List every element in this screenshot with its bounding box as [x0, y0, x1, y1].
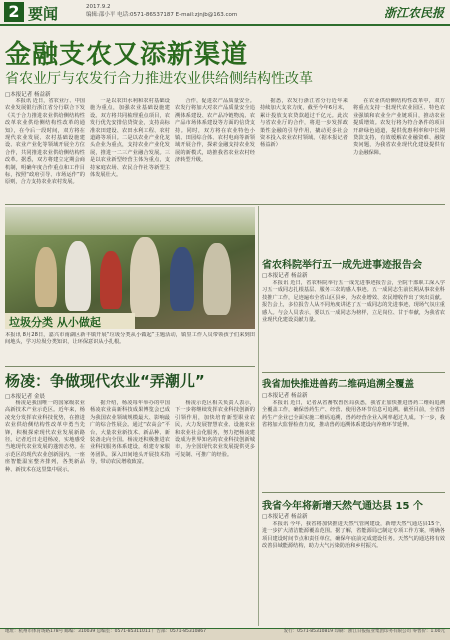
photo-figure — [130, 237, 160, 317]
right-1-headline: 省农科院举行五一成先进事迹报告会 — [262, 260, 422, 271]
lead-col-5: 在农业供给侧结构性改革中，双方将重点支持一批现代农业园区、特色农业强镇和农业全产业链项目，推动农业提质增效。农发行将为符合条件的项目开辟绿色通道，提供优惠利率和中长期贷款支持，有效缓解农业融资难、融资贵问题，为我省农业现代化建设提供有力金融保障。 — [353, 98, 445, 156]
divider — [5, 204, 445, 205]
news-photo — [5, 207, 255, 329]
mid-col-3: 杨凌示范区相关负责人表示，下一步将继续发挥农业科技创新的引领作用，加快培育新型职业农民，大力发展智慧农业、设施农业和农业社会化服务，努力把杨凌建设成为世界知名的农业科技创新城市，为全国现代农业发展提供更多可复制、可推广的经验。 — [175, 400, 255, 458]
lead-col-1: 本报讯 近日，省农业厅、中国农业发展银行浙江省分行联合下发《关于合力推进农业供给侧结构性改革农业供给侧结构性改革的通知》，在今后一段时间，双方将在现代农业发展、农村基础设施建设、农业产业化等领域开展全方位合作，共同推进农业供给侧结构性改革。据悉，双方将建立定期会商机制，明确年度合作重点和工作目标，按照“政府引导、市场运作”的原则，合力支持农业农村发展。 — [5, 98, 85, 186]
right-1-byline: □本报记者 杨益新 — [262, 273, 308, 279]
header-editor: 编辑:邵小平 电话:0571-86537187 E-mail:zjnjb@163.com — [86, 12, 238, 18]
right-2-headline: 我省加快推进兽药二维码追溯全覆盖 — [262, 379, 415, 390]
divider — [5, 366, 255, 367]
photo-figure — [203, 243, 231, 315]
mid-col-2: 据介绍，杨凌每年举办的中国杨凌农业高新科技成果博览会已成为我国农业领域规模最大、影响最广的综合性展会。通过“农高会”平台，大量农业新技术、新品种、新装备走向全国。杨凌还积极推进农业科技服务体系建设，组建专家服务团队，深入田间地头开展技术指导，带动农民增收致富。 — [90, 400, 170, 466]
lead-byline: □本报记者 杨益新 — [5, 92, 51, 98]
right-3-byline: □本报记者 杨益新 — [262, 514, 308, 520]
photo-figure — [100, 251, 122, 309]
right-2-text: 本报讯 近日，记者从省畜牧兽医局获悉，我省正加快推进兽药二维码追溯全覆盖工作，确保兽药生产、经营、使用各环节信息可追溯。截至目前，全省兽药生产企业已全面实施二维码追溯，兽药经营企业入网率超过九成。下一步，我省将加大监督检查力度，推动兽药追溯体系建设向养殖环节延伸。 — [262, 400, 445, 429]
divider — [262, 372, 445, 373]
mid-col-1: 杨凌是我国唯一的国家级农业高新技术产业示范区。近年来，杨凌充分发挥农业科技优势，在推进农业供给侧结构性改革中勇当先锋，积极探索现代农业发展新路径。记者近日走进杨凌，实地感受当地现代农业发展的蓬勃态势。在示范区的现代农业创新园内，一座座智能温室整齐排列，各类新品种、新技术在这里集中展示。 — [5, 400, 85, 473]
lead-headline: 金融支农又添新渠道 — [5, 40, 249, 70]
footer-right: 发行：0571-85310819 印刷：浙江日报报业集团印务有限公司 零售价：1.00元 — [283, 629, 445, 634]
header-info — [86, 3, 237, 19]
photo-overlay — [5, 313, 135, 329]
photo-figure — [170, 247, 194, 311]
right-3-headline: 我省今年将新增天然气通达县 15 个 — [262, 501, 423, 512]
right-1-text: 本报讯 近日，省农科院举行五一成先进事迹报告会，全院干部职工深入学习五一成同志扎根基层、服务三农的感人事迹。五一成同志生前长期从事农业科技推广工作，足迹遍布全省山区县乡，为农业增效、农民增收作出了突出贡献。报告会上，多位报告人从不同角度讲述了五一成同志的先进事迹，现场气氛庄重感人。与会人员表示，要以五一成同志为榜样，立足岗位、甘于奉献，为我省农业现代化建设贡献力量。 — [262, 280, 445, 324]
right-2-byline: □本报记者 杨益新 — [262, 393, 308, 399]
photo-figure — [35, 247, 57, 307]
photo-figure — [65, 241, 91, 311]
right-3-text: 本报讯 今年，我省将加快推进天然气管网建设，新增天然气通达县15个，进一步扩大清洁能源覆盖范围。据了解，省能源局已制定专项工作方案，明确各项目建设时间节点和责任单位，确保年底前完成建设任务。天然气的通达将有效改善县域能源结构，助力大气污染防治和乡村振兴。 — [262, 521, 445, 550]
masthead: 浙江农民报 — [383, 6, 444, 20]
divider — [262, 492, 445, 493]
lead-col-4: 据悉，农发行浙江省分行近年来持续加大支农力度，截至今年6月末，累计投放支农贷款超过千亿元。此次与省农业厅的合作，将进一步发挥政策性金融的引导作用，撬动更多社会资本投入农业农村领域。（据本报记者 杨益新） — [260, 98, 348, 149]
page-footer — [0, 628, 450, 640]
photo-overlay-text: 垃圾分类 从小做起 — [9, 316, 101, 329]
photo-sky — [5, 207, 255, 235]
section-name: 要闻 — [28, 5, 59, 23]
lead-subhead: 省农业厅与农发行合力推进农业供给侧结构性改革 — [5, 71, 313, 87]
mid-headline: 杨凌：争做现代农业“弄潮儿” — [5, 372, 205, 390]
column-divider — [258, 206, 259, 626]
page-header — [0, 0, 450, 26]
lead-col-2: 一是以农田水利和农村基础设施为重点，加强农业基础设施建设。双方将共同梳理重点项目，农发行优先安排信贷资金，支持高标准农田建设、农田水利工程、农村道路等项目。二是以农业产业化龙头企业为重点，支持农业产业化发展，推进一二三产业融合发展。三是以农业新型经营主体为重点，支持家庭农场、农民合作社等新型主体发展壮大。 — [90, 98, 170, 179]
photo-caption: 本报讯 8月28日，嘉兴市南湖区新丰镇开展“垃圾分类从小做起”主题活动，镇里工作人员带领孩子们来到田间地头，学习垃圾分类知识，让环保意识从小扎根。 — [5, 332, 255, 346]
header-date: 2017.9.2 — [86, 4, 111, 10]
footer-left: 地址：杭州市体育场路178号 邮编：310039 总编室：0571-85311011 广告部：0571-85310867 — [5, 629, 207, 634]
mid-byline: □本报记者 金晨 — [5, 394, 45, 400]
page-number: 2 — [4, 2, 24, 22]
lead-col-3: 合作，促进农产品质量安全。农发行将加大对农产品质量安全追溯体系建设、农产品冷链物流、农产品市场体系建设等方面的信贷支持。同时，双方将在农业特色小镇、田园综合体、农村电商等新领域开展合作，探索金融支持农业发展的新模式，助推我省农业农村经济转型升级。 — [175, 98, 255, 164]
